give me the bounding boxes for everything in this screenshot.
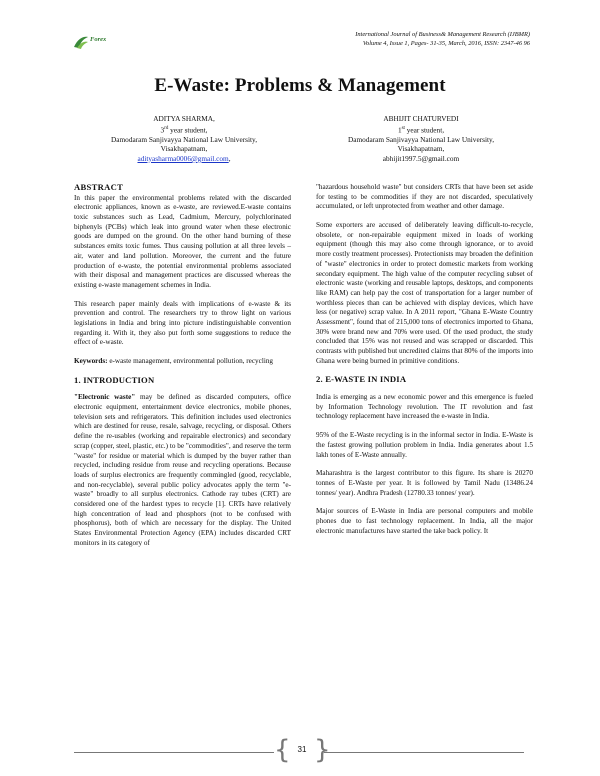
- author-block-1: ADITYA SHARMA, 3rd year student, Damodaram Sanjivayya National Law University, Visakhapatnam, adityasharma0006@gmail.com,: [69, 114, 299, 163]
- author-city: Visakhapatnam,: [160, 144, 208, 154]
- right-brace-icon: }: [314, 735, 331, 765]
- left-brace-icon: {: [274, 735, 291, 765]
- india-paragraph-3: Maharashtra is the largest contributor to this figure. Its share is 20270 tonnes of E-Waste per year. It is followed by Tamil Nadu (13486.24 tonnes/ year). Andhra Pradesh (12780.33 tonnes/ year).: [316, 469, 533, 497]
- abstract-heading: ABSTRACT: [74, 182, 124, 192]
- keywords-text: e-waste management, environmental pollution, recycling: [107, 357, 274, 365]
- author-year: 3rd year student,: [160, 125, 208, 135]
- intro-paragraph-1: "Electronic waste" may be defined as discarded computers, office electronic equipment, entertainment device electronics, mobile phones, television sets and refrigerators. This definition includes used electronics which are destined for reuse, resale, salvage, recycling, or disposal. Others define the re-usables (working and repairable electronics) and secondary scrap (copper, steel, plastic, etc.) to be "commodities", and reserve the term "waste" for residue or material which is dumped by the buyer rather than recycled, including residue from reuse and recycling operations. Because loads of surplus electronics are frequently commingled (good, recyclable, and non-recyclable), several public policy advocates apply the term "e-waste" broadly to all surplus electronics. Cathode ray tubes (CRT) are considered one of the hardest types to recycle [1]. CRTs have relatively high concentration of lead and phosphors (not to be confused with phosphorus), both of which are necessary for the display. The United States Environmental Protection Agency (EPA) includes discarded CRT monitors in its category of: [74, 393, 291, 547]
- author-affiliation: Damodaram Sanjivayya National Law University,: [110, 134, 258, 144]
- abstract-paragraph-1: In this paper the environmental problems related with the discarded electronic appliances, known as e-waste, are reviewed.E-waste contains toxic substances such as Lead, Cadmium, Mercury, polychlorinated biphenyls (PCBs) which leak into ground water when these electronic goods are dumped on the ground. On the other hand burning of these substances emits toxic fumes. Thus causing pollution at all three levels – air, water and land pollution. Moreover, the current and the future production of e-waste, the potential environmental problems associated with their disposal and management practices are discussed whereas the existing e-waste management schemes in India.: [74, 193, 291, 289]
- india-paragraph-4: Major sources of E-Waste in India are personal computers and mobile phones due to fast technology replacement. In India, all the major electronic manufactures have started the take back policy. It: [316, 507, 533, 535]
- india-paragraph-1: India is emerging as a new economic power and this emergence is fueled by Information Technology revolution. The IT revolution and fast technology replacement have increased the e-waste in India.: [316, 393, 533, 421]
- section-1-heading: 1. INTRODUCTION: [74, 374, 155, 385]
- author-email-link[interactable]: adityasharma0006@gmail.com: [137, 153, 229, 163]
- author-block-2: [306, 114, 536, 163]
- footer-rule-left: [74, 752, 274, 753]
- intro-paragraph-2: Some exporters are accused of deliberately leaving difficult-to-recycle, obsolete, or non-repairable equipment mixed in loads of working equipment (though this may also come through ignorance, or to avoid more costly treatment processes). Protectionists may broaden the definition of "waste" electronics in order to protect domestic markets from working secondary equipment. The high value of the computer recycling subset of electronic waste (working and reusable laptops, desktops, and components like RAM) can help pay the cost of transportation for a larger number of worthless pieces than can be achieved with display devices, which have less (or negative) scrap value. In A 2011 report, "Ghana E-Waste Country Assessment", found that of 215,000 tons of electronics imported to Ghana, 30% were brand new and 70% were used. Of the used product, the study concluded that 15% was not reused and was scrapped or discarded. This contrasts with published but uncredited claims that 80% of the imports into Ghana were being burned in primitive conditions.: [316, 221, 533, 365]
- journal-volume: Volume 4, Issue 1, Pages- 31-35, March, 2016, ISSN: 2347-46 96: [362, 39, 530, 47]
- footer-rule-right: [324, 752, 524, 753]
- right-column: [316, 183, 533, 545]
- author-city: Visakhapatnam,: [397, 144, 445, 154]
- journal-name: International Journal of Business& Management Research (IJBMR): [355, 31, 530, 38]
- intro-paragraph-1-continued: "hazardous household waste" but considers CRTs that have been set aside for testing to be commodities if they are not discarded, speculatively accumulated, or left unprotected from weather and other damage.: [316, 183, 533, 211]
- keywords-label: Keywords:: [74, 357, 108, 365]
- author-year: 1st year student,: [397, 125, 445, 135]
- author-name: ADITYA SHARMA,: [153, 114, 215, 123]
- author-email: abhijit1997.5@gmail.com: [382, 153, 460, 163]
- paper-title: E-Waste: Problems & Management: [154, 75, 446, 96]
- india-paragraph-2: 95% of the E-Waste recycling is in the informal sector in India. E-Waste is the fastest growing pollution problem in India. India generates about 1.5 lakh tones of E-Waste annually.: [316, 431, 533, 459]
- intro-lead-term: "Electronic waste": [74, 393, 136, 402]
- journal-logo-text: Forex: [90, 36, 107, 43]
- page-number: 31: [297, 745, 307, 754]
- abstract-paragraph-2: This research paper mainly deals with implications of e-waste & its prevention and control. The researchers try to throw light on various legislations in India and bring into picture indistinguishable convention regarding it. With it, they also put forth some suggestions to reduce the effect of e-waste.: [74, 299, 291, 347]
- author-affiliation: Damodaram Sanjivayya National Law University,: [347, 134, 495, 144]
- keywords: [74, 357, 291, 367]
- left-column: [74, 183, 291, 557]
- section-2-heading: 2. E-WASTE IN INDIA: [316, 374, 407, 385]
- author-name: ABHIJIT CHATURVEDI: [383, 114, 459, 123]
- journal-header: [200, 31, 530, 48]
